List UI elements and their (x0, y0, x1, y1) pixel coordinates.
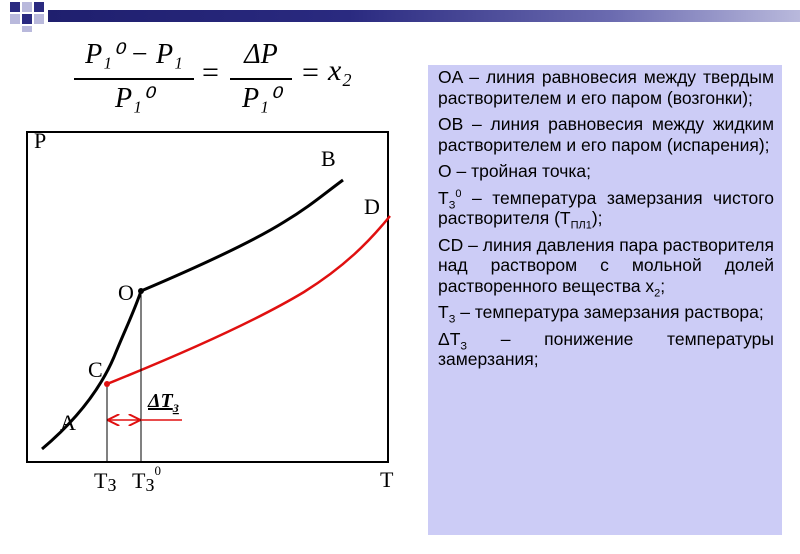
legend-delta-t (438, 329, 774, 370)
equals-sign: = (202, 56, 219, 89)
label-point-b: B (321, 146, 336, 171)
header-square (34, 2, 44, 12)
plot-frame (27, 132, 388, 462)
formula-numerator: P₁⁰ − P₁ (85, 39, 183, 70)
legend-t30-subscript: З (448, 199, 456, 211)
legend-t30 (438, 187, 774, 232)
equals-sign: = (302, 56, 319, 89)
tick-t3-subscript: З (107, 475, 117, 495)
legend-oa: OA – линия равновесия между твердым растворителем и его паром (возгонки); (438, 67, 774, 108)
legend-panel (428, 65, 782, 535)
legend-cd-text: CD – линия давления пара растворителя над раствором с мольной долей растворенного вещества x (438, 234, 774, 296)
fraction-bar (74, 78, 194, 80)
legend-o: O – тройная точка; (438, 161, 591, 181)
formula-rhs: x₂ (328, 54, 352, 87)
formula-denominator: P₁⁰ (241, 83, 281, 114)
delta-t-text: ΔT (148, 390, 173, 412)
legend-t3-text: – температура замерзания раствора; (455, 302, 764, 322)
header-square (22, 2, 32, 12)
y-axis-label: P (34, 128, 47, 153)
legend-t3-subscript: З (448, 313, 456, 326)
header-gradient-band (48, 10, 800, 22)
legend-dt-text: – понижение температуры замерзания; (438, 328, 774, 369)
tick-t30-subscript: З (145, 475, 155, 495)
fraction-bar (230, 78, 292, 80)
line-ob-evaporation (141, 180, 343, 291)
tick-label-t30 (132, 463, 161, 495)
formula-fraction-middle (228, 40, 294, 114)
legend-cd-subscript: 2 (654, 287, 661, 299)
legend-t30-end: ); (591, 208, 603, 228)
phase-diagram (24, 122, 414, 502)
x-axis-label: T (380, 467, 394, 492)
label-point-o: O (118, 280, 134, 305)
legend-t30-symbol: T (438, 187, 449, 208)
legend-t30-text: – температура замерзания чистого растворителя (T (438, 187, 774, 228)
point-c (104, 381, 110, 387)
label-point-a: A (60, 410, 76, 435)
header-square (34, 14, 44, 24)
triple-point-o (138, 288, 144, 294)
formula-numerator: ΔP (244, 39, 278, 70)
legend-t3-symbol: T (438, 302, 449, 322)
delta-t-label (147, 390, 179, 415)
label-point-d: D (364, 194, 380, 219)
legend-cd-end: ; (660, 275, 666, 296)
header-square (10, 14, 20, 24)
delta-t-subscript: З (172, 401, 179, 415)
tick-t30-text: T (132, 468, 146, 493)
tick-t3-text: T (94, 468, 108, 493)
legend-t30-superscript: 0 (455, 187, 462, 200)
legend-t3 (438, 302, 774, 326)
raoult-formula (72, 40, 372, 122)
legend-cd (438, 235, 774, 297)
label-point-c: C (88, 357, 103, 382)
header-square (10, 2, 20, 12)
legend-dt-subscript: З (460, 340, 468, 352)
legend-ob: OB – линия равновесия между жидким растворителем и его паром (испарения); (438, 114, 774, 155)
formula-denominator: P₁⁰ (114, 83, 154, 114)
header-square (22, 14, 32, 24)
legend-dt-symbol: ΔT (438, 328, 461, 349)
formula-fraction-left (72, 40, 196, 114)
tick-t30-superscript: 0 (154, 463, 161, 478)
header-square (22, 26, 32, 32)
slide-header-bar (0, 0, 800, 32)
legend-t30-pl-subscript: ПЛ1 (570, 219, 592, 232)
tick-label-t3 (94, 468, 116, 495)
